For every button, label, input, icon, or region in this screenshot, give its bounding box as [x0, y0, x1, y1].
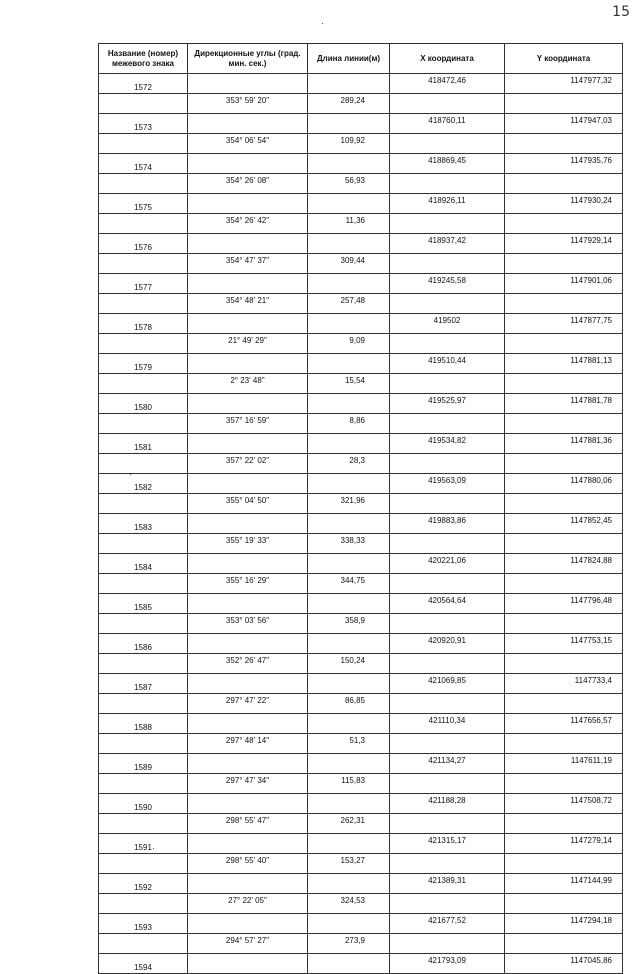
cell-direction-angle: 352° 26' 47": [188, 654, 308, 674]
cell-marker-name: 1589: [99, 754, 188, 774]
cell-x-coordinate: 418760,11: [390, 114, 505, 134]
cell-y-coordinate: 1147930,24: [505, 194, 623, 214]
cell-y-coordinate: 1147877,75: [505, 314, 623, 334]
cell-direction-angle: 355° 04' 50": [188, 494, 308, 514]
table-row-marker: [99, 314, 623, 334]
cell-line-length: [308, 514, 390, 534]
cell-marker-name: 1590: [99, 794, 188, 814]
cell-marker-name: [99, 494, 188, 514]
cell-x-coordinate: 418926,11: [390, 194, 505, 214]
table-row-segment: [99, 654, 623, 674]
cell-y-coordinate: [505, 934, 623, 954]
cell-x-coordinate: [390, 774, 505, 794]
table-row-marker: [99, 874, 623, 894]
cell-line-length: [308, 834, 390, 854]
cell-y-coordinate: [505, 454, 623, 474]
cell-line-length: [308, 74, 390, 94]
cell-marker-name: 1579: [99, 354, 188, 374]
cell-marker-name: 1575: [99, 194, 188, 214]
cell-y-coordinate: [505, 254, 623, 274]
table-row-marker: [99, 274, 623, 294]
cell-y-coordinate: 1147881,78: [505, 394, 623, 414]
table-row-marker: [99, 74, 623, 94]
table-row-marker: [99, 954, 623, 974]
cell-y-coordinate: 1147753,15: [505, 634, 623, 654]
cell-marker-name: [99, 574, 188, 594]
cell-x-coordinate: 419563,09: [390, 474, 505, 494]
cell-y-coordinate: [505, 894, 623, 914]
cell-marker-name: [99, 174, 188, 194]
table-row-marker: [99, 354, 623, 374]
table-row-marker: [99, 674, 623, 694]
table-row-marker: [99, 634, 623, 654]
cell-marker-name: [99, 334, 188, 354]
cell-y-coordinate: [505, 414, 623, 434]
scan-speck: [322, 23, 323, 24]
cell-line-length: [308, 434, 390, 454]
cell-line-length: [308, 474, 390, 494]
cell-y-coordinate: 1147796,48: [505, 594, 623, 614]
cell-x-coordinate: 421188,28: [390, 794, 505, 814]
cell-marker-name: [99, 814, 188, 834]
cell-line-length: 289,24: [308, 94, 390, 114]
cell-x-coordinate: [390, 734, 505, 754]
cell-x-coordinate: 419510,44: [390, 354, 505, 374]
cell-line-length: [308, 914, 390, 934]
table-row-segment: [99, 214, 623, 234]
cell-x-coordinate: 418472,46: [390, 74, 505, 94]
page-number: 15: [612, 4, 630, 20]
cell-x-coordinate: [390, 94, 505, 114]
header-x-coordinate: X координата: [390, 44, 505, 74]
table-row-segment: [99, 534, 623, 554]
cell-marker-name: 1581: [99, 434, 188, 454]
cell-x-coordinate: [390, 934, 505, 954]
cell-marker-name: 1585: [99, 594, 188, 614]
cell-marker-name: [99, 134, 188, 154]
table-row-marker: [99, 114, 623, 134]
cell-y-coordinate: 1147929,14: [505, 234, 623, 254]
cell-direction-angle: 353° 03' 56": [188, 614, 308, 634]
cell-direction-angle: [188, 834, 308, 854]
cell-x-coordinate: [390, 334, 505, 354]
cell-marker-name: [99, 734, 188, 754]
cell-line-length: 324,53: [308, 894, 390, 914]
cell-direction-angle: 353° 59' 20": [188, 94, 308, 114]
cell-marker-name: 1583: [99, 514, 188, 534]
cell-direction-angle: 298° 55' 40": [188, 854, 308, 874]
cell-marker-name: 1586: [99, 634, 188, 654]
cell-x-coordinate: [390, 374, 505, 394]
cell-x-coordinate: 419502: [390, 314, 505, 334]
cell-line-length: 8,86: [308, 414, 390, 434]
table-row-marker: [99, 834, 623, 854]
cell-x-coordinate: 421134,27: [390, 754, 505, 774]
cell-x-coordinate: 420920,91: [390, 634, 505, 654]
cell-line-length: 150,24: [308, 654, 390, 674]
cell-x-coordinate: 420564,64: [390, 594, 505, 614]
cell-direction-angle: [188, 474, 308, 494]
cell-direction-angle: 298° 55' 47": [188, 814, 308, 834]
cell-direction-angle: [188, 314, 308, 334]
cell-direction-angle: 354° 48' 21": [188, 294, 308, 314]
cell-direction-angle: 355° 16' 29": [188, 574, 308, 594]
cell-x-coordinate: 418937,42: [390, 234, 505, 254]
cell-x-coordinate: [390, 654, 505, 674]
cell-line-length: 11,36: [308, 214, 390, 234]
cell-direction-angle: 297° 47' 34": [188, 774, 308, 794]
cell-x-coordinate: [390, 494, 505, 514]
cell-line-length: 262,31: [308, 814, 390, 834]
scan-speck: [130, 474, 131, 475]
cell-line-length: [308, 634, 390, 654]
table-row-segment: [99, 134, 623, 154]
cell-line-length: [308, 554, 390, 574]
cell-direction-angle: 357° 22' 02": [188, 454, 308, 474]
header-marker-name: Название (номер) межевого знака: [99, 44, 188, 74]
cell-y-coordinate: 1147881,13: [505, 354, 623, 374]
cell-x-coordinate: 420221,06: [390, 554, 505, 574]
cell-direction-angle: [188, 154, 308, 174]
cell-y-coordinate: [505, 534, 623, 554]
cell-x-coordinate: 421069,85: [390, 674, 505, 694]
table-row-marker: [99, 154, 623, 174]
cell-direction-angle: 21° 49' 29": [188, 334, 308, 354]
cell-direction-angle: [188, 194, 308, 214]
cell-x-coordinate: [390, 134, 505, 154]
cell-line-length: 309,44: [308, 254, 390, 274]
cell-line-length: [308, 954, 390, 974]
cell-y-coordinate: [505, 374, 623, 394]
cell-y-coordinate: 1147824,88: [505, 554, 623, 574]
cell-marker-name: 1593: [99, 914, 188, 934]
table-row-marker: [99, 434, 623, 454]
cell-line-length: 51,3: [308, 734, 390, 754]
table-row-segment: [99, 774, 623, 794]
cell-y-coordinate: [505, 494, 623, 514]
boundary-coordinates-table: [98, 43, 623, 974]
cell-x-coordinate: 419883,86: [390, 514, 505, 534]
cell-direction-angle: 354° 26' 42": [188, 214, 308, 234]
cell-direction-angle: [188, 554, 308, 574]
cell-line-length: [308, 314, 390, 334]
cell-direction-angle: [188, 754, 308, 774]
cell-y-coordinate: 1147611,19: [505, 754, 623, 774]
cell-line-length: 56,93: [308, 174, 390, 194]
cell-direction-angle: 27° 22' 05": [188, 894, 308, 914]
cell-marker-name: [99, 694, 188, 714]
table-row-segment: [99, 294, 623, 314]
cell-direction-angle: [188, 274, 308, 294]
cell-direction-angle: 354° 26' 08": [188, 174, 308, 194]
table-row-marker: [99, 714, 623, 734]
cell-x-coordinate: [390, 454, 505, 474]
table-row-segment: [99, 374, 623, 394]
cell-marker-name: [99, 774, 188, 794]
cell-y-coordinate: [505, 134, 623, 154]
cell-direction-angle: [188, 394, 308, 414]
cell-marker-name: 1582: [99, 474, 188, 494]
cell-direction-angle: 354° 06' 54": [188, 134, 308, 154]
cell-direction-angle: [188, 674, 308, 694]
header-line-length: Длина линии(м): [308, 44, 390, 74]
cell-x-coordinate: [390, 414, 505, 434]
cell-line-length: [308, 114, 390, 134]
header-y-coordinate: Y координата: [505, 44, 623, 74]
cell-marker-name: [99, 614, 188, 634]
table-row-segment: [99, 854, 623, 874]
cell-y-coordinate: [505, 174, 623, 194]
table-row-segment: [99, 934, 623, 954]
cell-marker-name: [99, 934, 188, 954]
cell-direction-angle: 357° 16' 59": [188, 414, 308, 434]
cell-direction-angle: 2° 23' 48": [188, 374, 308, 394]
cell-line-length: [308, 234, 390, 254]
cell-y-coordinate: 1147279,14: [505, 834, 623, 854]
cell-marker-name: 1592: [99, 874, 188, 894]
cell-line-length: 9,09: [308, 334, 390, 354]
cell-y-coordinate: 1147935,76: [505, 154, 623, 174]
table-row-segment: [99, 94, 623, 114]
cell-marker-name: [99, 374, 188, 394]
cell-x-coordinate: 421677,52: [390, 914, 505, 934]
cell-marker-name: 1584: [99, 554, 188, 574]
table-row-marker: [99, 194, 623, 214]
cell-marker-name: [99, 214, 188, 234]
table-row-marker: [99, 914, 623, 934]
cell-direction-angle: [188, 354, 308, 374]
cell-y-coordinate: [505, 854, 623, 874]
cell-direction-angle: [188, 954, 308, 974]
cell-marker-name: [99, 654, 188, 674]
table-row-marker: [99, 794, 623, 814]
cell-x-coordinate: 421315,17: [390, 834, 505, 854]
cell-y-coordinate: [505, 654, 623, 674]
cell-direction-angle: [188, 714, 308, 734]
cell-marker-name: 1587: [99, 674, 188, 694]
cell-x-coordinate: 421793,09: [390, 954, 505, 974]
cell-x-coordinate: [390, 294, 505, 314]
table-row-marker: [99, 234, 623, 254]
cell-direction-angle: [188, 114, 308, 134]
table-row-marker: [99, 594, 623, 614]
table-row-segment: [99, 734, 623, 754]
cell-x-coordinate: [390, 894, 505, 914]
table-row-marker: [99, 754, 623, 774]
cell-x-coordinate: [390, 814, 505, 834]
table-body: [99, 74, 623, 974]
cell-y-coordinate: 1147881,36: [505, 434, 623, 454]
cell-x-coordinate: 419525,97: [390, 394, 505, 414]
table-row-segment: [99, 174, 623, 194]
cell-marker-name: [99, 894, 188, 914]
cell-x-coordinate: [390, 174, 505, 194]
cell-line-length: [308, 754, 390, 774]
cell-line-length: [308, 274, 390, 294]
cell-y-coordinate: [505, 694, 623, 714]
table-row-segment: [99, 414, 623, 434]
table-row-marker: [99, 394, 623, 414]
cell-x-coordinate: [390, 254, 505, 274]
table-row-segment: [99, 814, 623, 834]
cell-y-coordinate: 1147947,03: [505, 114, 623, 134]
cell-direction-angle: [188, 514, 308, 534]
cell-x-coordinate: [390, 614, 505, 634]
cell-marker-name: [99, 294, 188, 314]
cell-marker-name: 1594: [99, 954, 188, 974]
cell-direction-angle: [188, 794, 308, 814]
cell-x-coordinate: 421389,31: [390, 874, 505, 894]
cell-y-coordinate: [505, 334, 623, 354]
cell-y-coordinate: [505, 94, 623, 114]
table-row-segment: [99, 494, 623, 514]
table-row-segment: [99, 334, 623, 354]
cell-line-length: 273,9: [308, 934, 390, 954]
cell-y-coordinate: 1147977,32: [505, 74, 623, 94]
cell-line-length: 109,92: [308, 134, 390, 154]
cell-line-length: [308, 714, 390, 734]
cell-line-length: [308, 794, 390, 814]
cell-line-length: 344,75: [308, 574, 390, 594]
cell-y-coordinate: 1147733,4: [505, 674, 623, 694]
cell-x-coordinate: [390, 574, 505, 594]
table-row-segment: [99, 694, 623, 714]
cell-direction-angle: 354° 47' 37": [188, 254, 308, 274]
cell-marker-name: 1580: [99, 394, 188, 414]
header-direction-angle: Дирекционные углы (град. мин. сек.): [188, 44, 308, 74]
cell-y-coordinate: [505, 734, 623, 754]
cell-x-coordinate: [390, 214, 505, 234]
cell-line-length: [308, 874, 390, 894]
cell-y-coordinate: [505, 814, 623, 834]
cell-y-coordinate: 1147508,72: [505, 794, 623, 814]
cell-y-coordinate: 1147294,18: [505, 914, 623, 934]
cell-marker-name: 1574: [99, 154, 188, 174]
cell-line-length: 338,33: [308, 534, 390, 554]
cell-line-length: [308, 194, 390, 214]
cell-direction-angle: [188, 914, 308, 934]
cell-marker-name: 1577: [99, 274, 188, 294]
cell-x-coordinate: 419245,58: [390, 274, 505, 294]
cell-line-length: 28,3: [308, 454, 390, 474]
table-row-marker: [99, 554, 623, 574]
table-row-segment: [99, 614, 623, 634]
cell-marker-name: 1572: [99, 74, 188, 94]
cell-marker-name: [99, 414, 188, 434]
cell-marker-name: 1588: [99, 714, 188, 734]
cell-x-coordinate: [390, 854, 505, 874]
cell-y-coordinate: [505, 294, 623, 314]
cell-line-length: 358,9: [308, 614, 390, 634]
table-row-segment: [99, 454, 623, 474]
cell-line-length: 115,83: [308, 774, 390, 794]
cell-line-length: [308, 674, 390, 694]
cell-y-coordinate: 1147880,06: [505, 474, 623, 494]
cell-y-coordinate: 1147045,86: [505, 954, 623, 974]
cell-direction-angle: 294° 57' 27": [188, 934, 308, 954]
cell-y-coordinate: 1147901,06: [505, 274, 623, 294]
cell-line-length: 257,48: [308, 294, 390, 314]
scan-speck: [153, 848, 154, 849]
cell-direction-angle: [188, 434, 308, 454]
cell-marker-name: 1591: [99, 834, 188, 854]
cell-marker-name: 1576: [99, 234, 188, 254]
table-row-marker: [99, 514, 623, 534]
cell-line-length: [308, 394, 390, 414]
cell-x-coordinate: 418869,45: [390, 154, 505, 174]
cell-line-length: 86,85: [308, 694, 390, 714]
cell-direction-angle: [188, 634, 308, 654]
cell-x-coordinate: [390, 694, 505, 714]
cell-line-length: 153,27: [308, 854, 390, 874]
cell-y-coordinate: 1147144,99: [505, 874, 623, 894]
cell-y-coordinate: [505, 614, 623, 634]
cell-x-coordinate: 421110,34: [390, 714, 505, 734]
cell-marker-name: [99, 454, 188, 474]
cell-x-coordinate: 419534,82: [390, 434, 505, 454]
cell-y-coordinate: [505, 574, 623, 594]
cell-direction-angle: [188, 234, 308, 254]
cell-marker-name: [99, 94, 188, 114]
cell-direction-angle: 297° 48' 14": [188, 734, 308, 754]
cell-line-length: [308, 354, 390, 374]
cell-line-length: [308, 594, 390, 614]
cell-direction-angle: 355° 19' 33": [188, 534, 308, 554]
cell-marker-name: 1578: [99, 314, 188, 334]
cell-y-coordinate: [505, 214, 623, 234]
cell-direction-angle: [188, 874, 308, 894]
cell-line-length: [308, 154, 390, 174]
table-row-marker: [99, 474, 623, 494]
cell-direction-angle: [188, 594, 308, 614]
cell-y-coordinate: [505, 774, 623, 794]
cell-marker-name: 1573: [99, 114, 188, 134]
cell-line-length: 15,54: [308, 374, 390, 394]
cell-y-coordinate: 1147656,57: [505, 714, 623, 734]
table-row-segment: [99, 894, 623, 914]
cell-direction-angle: [188, 74, 308, 94]
cell-y-coordinate: 1147852,45: [505, 514, 623, 534]
cell-direction-angle: 297° 47' 22": [188, 694, 308, 714]
cell-x-coordinate: [390, 534, 505, 554]
cell-marker-name: [99, 254, 188, 274]
table-header-row: [99, 44, 623, 74]
cell-marker-name: [99, 534, 188, 554]
cell-marker-name: [99, 854, 188, 874]
table-row-segment: [99, 574, 623, 594]
table-row-segment: [99, 254, 623, 274]
cell-line-length: 321,96: [308, 494, 390, 514]
